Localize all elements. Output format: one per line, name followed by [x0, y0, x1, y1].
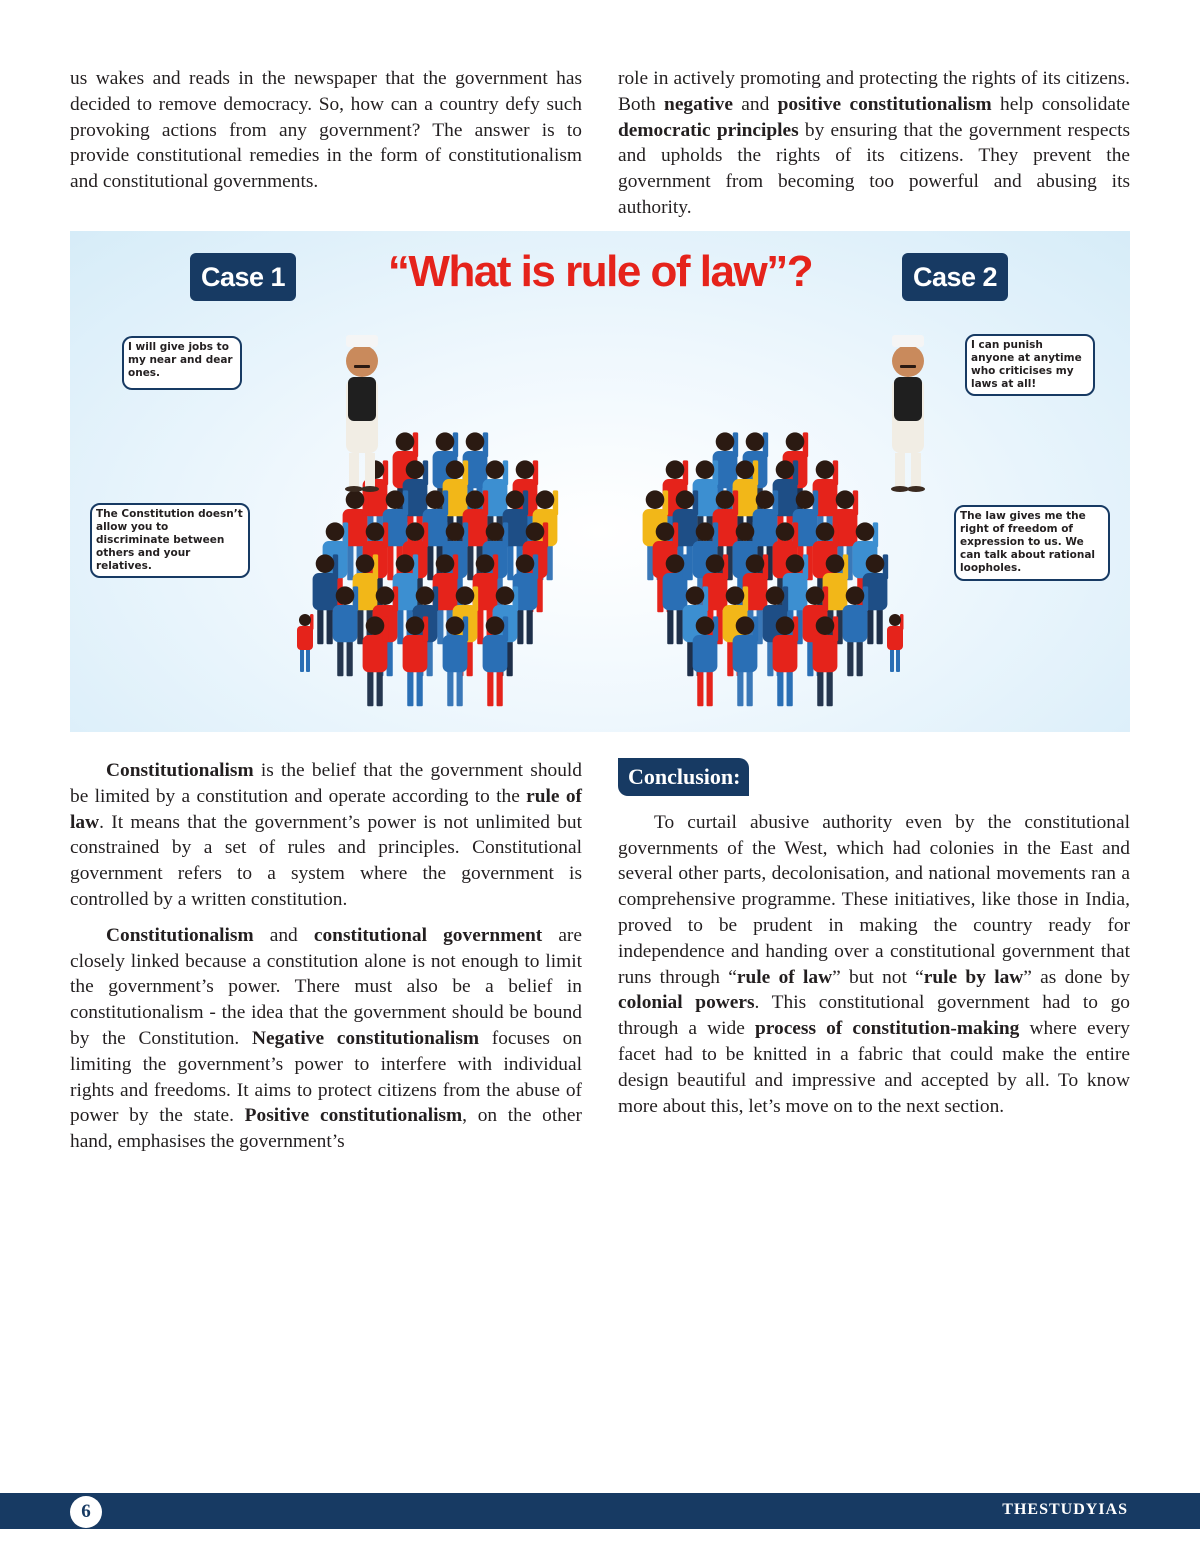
text-run: , on the other hand, emphasises the government’s [70, 1105, 582, 1153]
illustration-title: “What is rule of law”? [387, 247, 813, 296]
crowd-left [297, 432, 558, 706]
text-run: ” as done by [1023, 966, 1130, 988]
speech-bubble-politician-left: I will give jobs to my near and dear ones. [122, 336, 242, 390]
speech-bubble-politician-right: I can punish anyone at anytime who criticises my laws at all! [965, 334, 1095, 396]
bold-term: Negative constitutionalism [251, 1027, 480, 1049]
speech-bubble-crowd-right: The law gives me the right of freedom of expression to us. We can talk about rational loopholes. [954, 505, 1110, 581]
case-1-badge: Case 1 [190, 253, 296, 301]
conclusion-heading: Conclusion: [618, 758, 749, 796]
text-run: focuses on limiting the government’s power to interfere with individual rights and freedoms. It aims to protect citizens from the abuse of power by the state. [70, 1027, 582, 1127]
paragraph [70, 923, 582, 1155]
paragraph: us wakes and reads in the newspaper that the government has decided to remove democracy. So, how can a country defy such provoking actions from any government? The answer is to provide constitutional remedies in the form of constitutionalism and constitutional governments. [70, 68, 582, 193]
bold-term: constitutional government [313, 924, 543, 946]
page-number: 6 [70, 1496, 102, 1528]
text-run: and [732, 93, 778, 115]
text-column-top-left [70, 66, 582, 195]
text-run: role in actively promoting and protecting the rights of its citizens. Both [618, 68, 1130, 115]
politician-right [891, 335, 925, 492]
text-run: and [253, 924, 314, 946]
bold-term: colonial powers [618, 992, 755, 1014]
bold-term: rule of law [70, 785, 583, 833]
bold-term: rule by law [923, 966, 1024, 988]
text-run: where every facet had to be knitted in a fabric that could make the entire design beautiful and impressive and accepted by all. To know more about this, let’s move on to the next section. [618, 1018, 1131, 1117]
text-column-top-right [618, 66, 1130, 221]
text-run: To curtail abusive authority even by the constitutional governments of the West, which had colonies in the East and several other parts, decolonisation, and national movements ran a comprehensive programme. These initiatives, like those in India, proved to be prudent in making the country ready for independence and handing over a constitutional government that runs through “ [618, 811, 1130, 988]
paragraph [618, 66, 1130, 221]
bold-term: rule of law [736, 966, 833, 988]
page-footer [0, 1493, 1200, 1529]
bold-term: positive constitutionalism [777, 93, 992, 115]
text-run: is the belief that the government should be limited by a constitution and operate according to the [70, 760, 582, 807]
crowd-right [643, 432, 904, 706]
rule-of-law-illustration [70, 231, 1130, 732]
text-run: help consolidate [991, 93, 1131, 115]
text-run: ” but not “ [832, 966, 924, 988]
text-run: are closely linked because a constitution alone is not enough to limit the government’s power. There must also be a belief in constitutionalism - the idea that the government should be bound by the Constitution. [70, 924, 582, 1049]
text-column-bottom-left [70, 758, 582, 1155]
bold-term: process of constitution-making [754, 1018, 1020, 1040]
case-2-badge: Case 2 [902, 253, 1008, 301]
bold-term: democratic principles [618, 119, 799, 141]
text-run: by ensuring that the government respects and upholds the rights of its citizens. They prevent the government from becoming too powerful and abusing its authority. [618, 119, 1131, 218]
bold-term: Positive constitutionalism [244, 1105, 463, 1127]
bold-term: Constitutionalism [106, 924, 254, 946]
politician-left [345, 335, 379, 492]
bold-term: negative [664, 93, 733, 115]
text-column-bottom-right [618, 758, 1130, 1119]
speech-bubble-crowd-left: The Constitution doesn’t allow you to discriminate between others and your relatives. [90, 503, 250, 578]
paragraph [70, 758, 582, 913]
brand-name: THESTUDYIAS [1002, 1501, 1128, 1518]
text-run: . This constitutional government had to go through a wide [618, 992, 1130, 1040]
crowd-scene-image [70, 231, 1130, 732]
bold-term: Constitutionalism [106, 760, 254, 781]
paragraph [618, 810, 1130, 1120]
text-run: . It means that the government’s power is not unlimited but constrained by a set of rules and principles. Constitutional government refers to a system where the government is controlled by a written constitution. [70, 811, 582, 910]
